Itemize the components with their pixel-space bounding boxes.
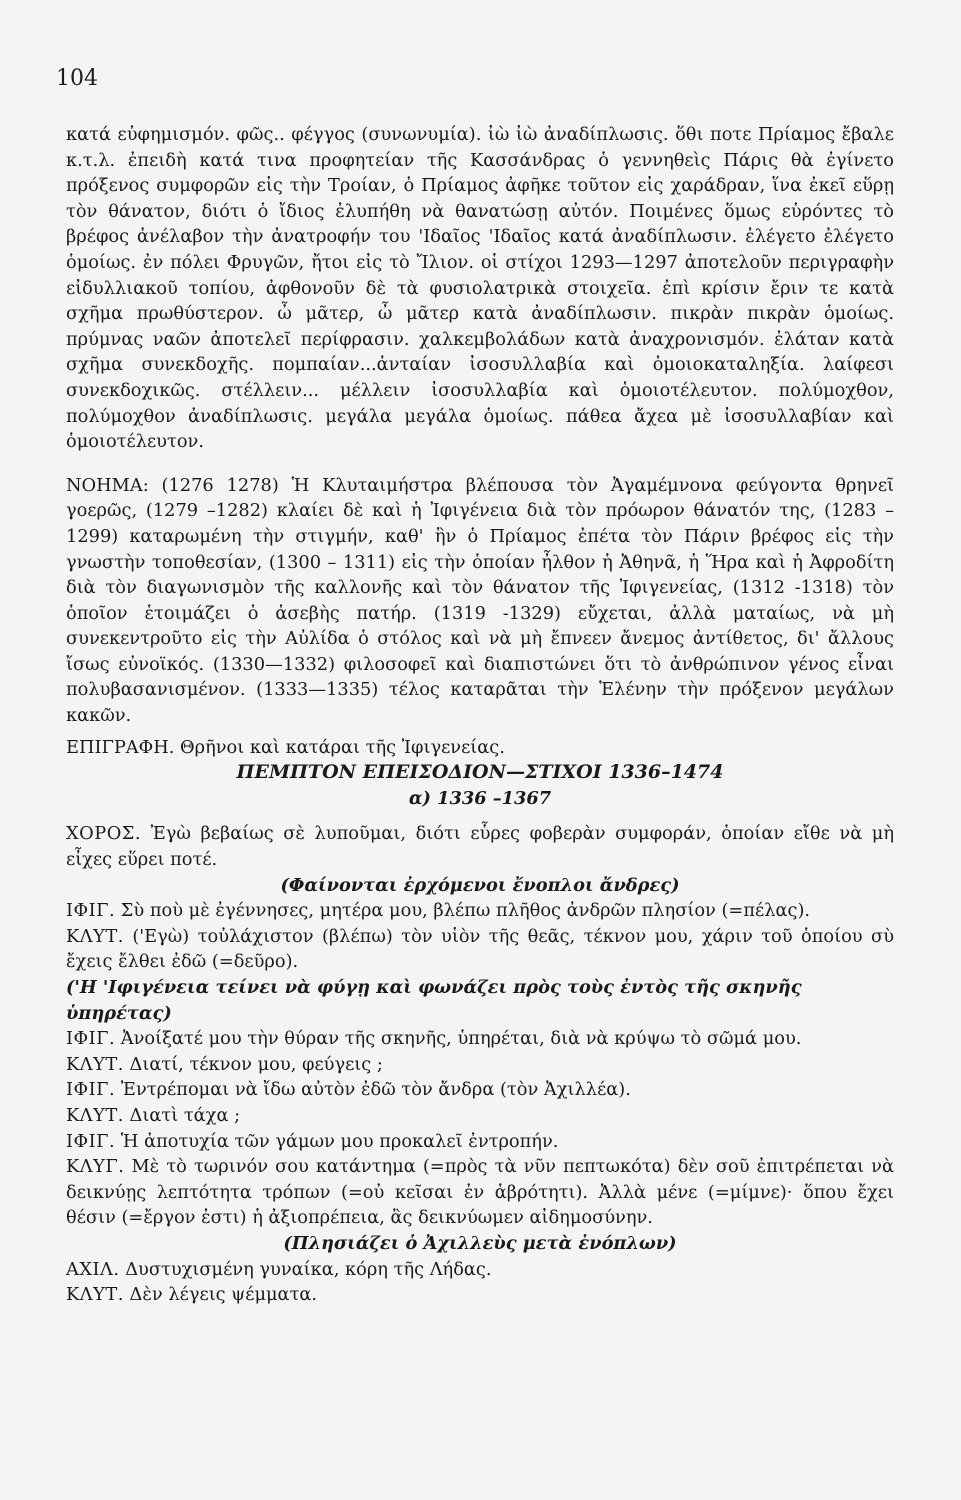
speaker-name: ΧΟΡΟΣ. [66, 823, 142, 845]
dialogue-line [66, 821, 894, 872]
section-subtitle: α) 1336 –1367 [408, 787, 552, 809]
dialogue-text: Δυστυχισμένη γυναίκα, κόρη τῆς Λήδας. [125, 1258, 492, 1280]
dialogue-text: ('Εγὼ) τοὐλάχιστον (βλέπω) τὸν υἱὸν τῆς θεᾶς, τέκνον μου, χάριν τοῦ ὁποίου σὺ ἔχεις ἔλθει ἐδῶ (=δεῦρο). [66, 925, 894, 973]
dialogue-line [66, 1282, 894, 1308]
dialogue-line [66, 1154, 894, 1231]
epigrafi-paragraph: ΕΠΙΓΡΑΦΗ. Θρῆνοι καὶ κατάραι τῆς Ἰφιγενείας. [66, 736, 505, 758]
page-number: 104 [56, 66, 98, 91]
dialogue-text: Ἀνοίξατέ μου τὴν θύραν τῆς σκηνῆς, ὑπηρέται, διὰ νὰ κρύψω τὸ σῶμά μου. [120, 1028, 802, 1050]
stage-direction: (Πλησιάζει ὁ Ἀχιλλεὺς μετὰ ἐνόπλων) [283, 1232, 677, 1254]
speaker-name: ΑΧΙΛ. [66, 1258, 120, 1280]
commentary-notes: κατά εὐφημισμόν. φῶς.. φέγγος (συνωνυμία). ἰὼ ἰὼ ἀναδίπλωσις. ὅθι ποτε Πρίαμος ἔβαλε κ.τ.λ. ἐπειδὴ κατά τινα προφητείαν τῆς Κασσάνδρας ὁ γεννηθεὶς Πάρις θὰ ἐγίνετο πρόξενος συμφορῶν εἰς τὴν Τροίαν, ὁ Πρίαμος ἀφῆκε τοῦτον εἰς χαράδραν, ἵνα ἐκεῖ εὕρῃ τὸν θάνατον, διότι ὁ ἴδιος ἐλυπήθη νὰ θανατώσῃ αὐτόν. Ποιμένες ὅμως εὑρόντες τὸ βρέφος ἀνέλαβον τὴν ἀνατροφήν του 'Ιδαῖος 'Ιδαῖος κατά ἀναδίπλωσιν. ἐλέγετο ἐλέγετο ὁμοίως. ἐν πόλει Φρυγῶν, ἤτοι εἰς τὸ Ἴλιον. οἱ στίχοι 1293—1297 ἀποτελοῦν περιγραφὴν εἰδυλλιακοῦ τοπίου, ἀφθονοῦν δὲ τὰ φυσιολατρικὰ στοιχεῖα. ἐπὶ κρίσιν ἔριν τε κατὰ σχῆμα πρωθύστερον. ὦ μᾶτερ, ὦ μᾶτερ κατὰ ἀναδίπλωσιν. πικρὰν πικρὰν ὁμοίως. πρύμνας ναῶν ἀποτελεῖ περίφρασιν. χαλκεμβολάδων κατὰ ἀναχρονισμόν. ἐλάταν κατὰ σχῆμα συνεκδοχῆς. πομπαίαν...ἀνταίαν ἰσοσυλλαβία καὶ ὁμοιοκαταληξία. λαίφεσι συνεκδοχικῶς. στέλλειν... μέλλειν ἰσοσυλλαβία καὶ ὁμοιοτέλευτον. πολύμοχθον, πολύμοχθον ἀναδίπλωσις. μεγάλα μεγάλα ὁμοίως. πάθεα ἄχεα μὲ ἰσοσυλλαβίαν καὶ ὁμοιοτέλευτον. [66, 124, 894, 453]
stage-direction: ('Η 'Ιφιγένεια τείνει νὰ φύγῃ καὶ φωνάζει πρὸς τοὺς ἐντὸς τῆς σκηνῆς ὑπηρέτας) [66, 977, 802, 1024]
speaker-name: ΚΛΥΤ. [66, 1284, 124, 1306]
speaker-name: ΚΛΥΤ. [66, 925, 124, 947]
dialogue-text: Ἐντρέπομαι νὰ ἴδω αὐτὸν ἐδῶ τὸν ἄνδρα (τὸν Ἀχιλλέα). [120, 1079, 631, 1101]
page-body [66, 122, 894, 1308]
speaker-name: ΙΦΙΓ. [66, 1028, 116, 1050]
dialogue-text: Μὲ τὸ τωρινόν σου κατάντημα (=πρὸς τὰ νῦν πεπτωκότα) δὲν σοῦ ἐπιτρέπεται νὰ δεικνύῃς λεπτότητα τρόπων (=οὐ κεῖσαι ἐν ἁβρότητι). Ἀλλὰ μένε (=μίμνε)· ὅπου ἔχει θέσιν (=ἔργον ἐστι) ἡ ἀξιοπρέπεια, ἂς δεικνύωμεν αἰδημοσύνην. [66, 1156, 894, 1229]
dialogue-text: Ἡ ἀποτυχία τῶν γάμων μου προκαλεῖ ἐντροπήν. [120, 1130, 559, 1152]
dialogue-line [66, 1103, 894, 1129]
speaker-name: ΚΛΥΤ. [66, 1104, 124, 1126]
stage-direction: (Φαίνονται ἐρχόμενοι ἔνοπλοι ἄνδρες) [280, 874, 680, 896]
dialogue-text: Διατί, τέκνον μου, φεύγεις ; [129, 1053, 383, 1075]
dialogue-text: Ἐγὼ βεβαίως σὲ λυποῦμαι, διότι εὗρες φοβερὰν συμφοράν, ὁποίαν εἴθε νὰ μὴ εἶχες εὕρει ποτέ. [66, 823, 895, 871]
dialogue-text: Σὺ ποὺ μὲ ἐγέννησες, μητέρα μου, βλέπω πλῆθος ἀνδρῶν πλησίον (=πέλας). [120, 900, 811, 922]
section-title: ΠΕΜΠΤΟΝ ΕΠΕΙΣΟΔΙΟΝ—ΣΤΙΧΟΙ 1336–1474 [236, 761, 724, 784]
dialogue-line [66, 1026, 894, 1052]
dialogue-line [66, 1257, 894, 1283]
speaker-name: ΚΛΥΓ. [66, 1156, 125, 1178]
dialogue-line [66, 898, 894, 924]
speaker-name: ΙΦΙΓ. [66, 1079, 116, 1101]
speaker-name: ΚΛΥΤ. [66, 1053, 124, 1075]
noima-paragraph: ΝΟΗΜΑ: (1276 1278) Ἡ Κλυταιμήστρα βλέπουσα τὸν Ἀγαμέμνονα φεύγοντα θρηνεῖ γοερῶς, (1279 –1282) κλαίει δὲ καὶ ἡ Ἰφιγένεια διὰ τὸν πρόωρον θάνατόν της, (1283 –1299) καταρωμένη τὴν στιγμήν, καθ' ἣν ὁ Πρίαμος ἐπέτα τὸν Πάριν βρέφος εἰς τὴν γνωστὴν τοποθεσίαν, (1300 – 1311) εἰς τὴν ὁποίαν ἦλθον ἡ Ἀθηνᾶ, ἡ Ἥρα καὶ ἡ Ἀφροδίτη διὰ τὸν διαγωνισμὸν τῆς καλλονῆς καὶ τὸν θάνατον τῆς Ἰφιγενείας, (1312 -1318) τὸν ὁποῖον ἑτοιμάζει ὁ ἀσεβὴς πατήρ. (1319 -1329) εὔχεται, ἀλλὰ ματαίως, νὰ μὴ συνεκεντροῦτο εἰς τὴν Αὐλίδα ὁ στόλος καὶ νὰ μὴ ἔπνεεν ἄνεμος ἀντίθετος, δι' ἄλλους ἴσως εὐνοϊκός. (1330—1332) φιλοσοφεῖ καὶ διαπιστώνει ὅτι τὸ ἀνθρώπινον γένος εἶναι πολυβασανισμένον. (1333—1335) τέλος καταρᾶται τὴν Ἑλένην τὴν πρόξενον μεγάλων κακῶν. [66, 474, 894, 727]
dialogue-line [66, 1129, 894, 1155]
dialogue-line [66, 1052, 894, 1078]
dialogue-text: Δὲν λέγεις ψέμματα. [129, 1284, 318, 1306]
dialogue-line [66, 924, 894, 975]
dialogue-line [66, 1077, 894, 1103]
dialogue-text: Διατὶ τάχα ; [129, 1104, 241, 1126]
speaker-name: ΙΦΙΓ. [66, 900, 116, 922]
speaker-name: ΙΦΙΓ. [66, 1130, 116, 1152]
